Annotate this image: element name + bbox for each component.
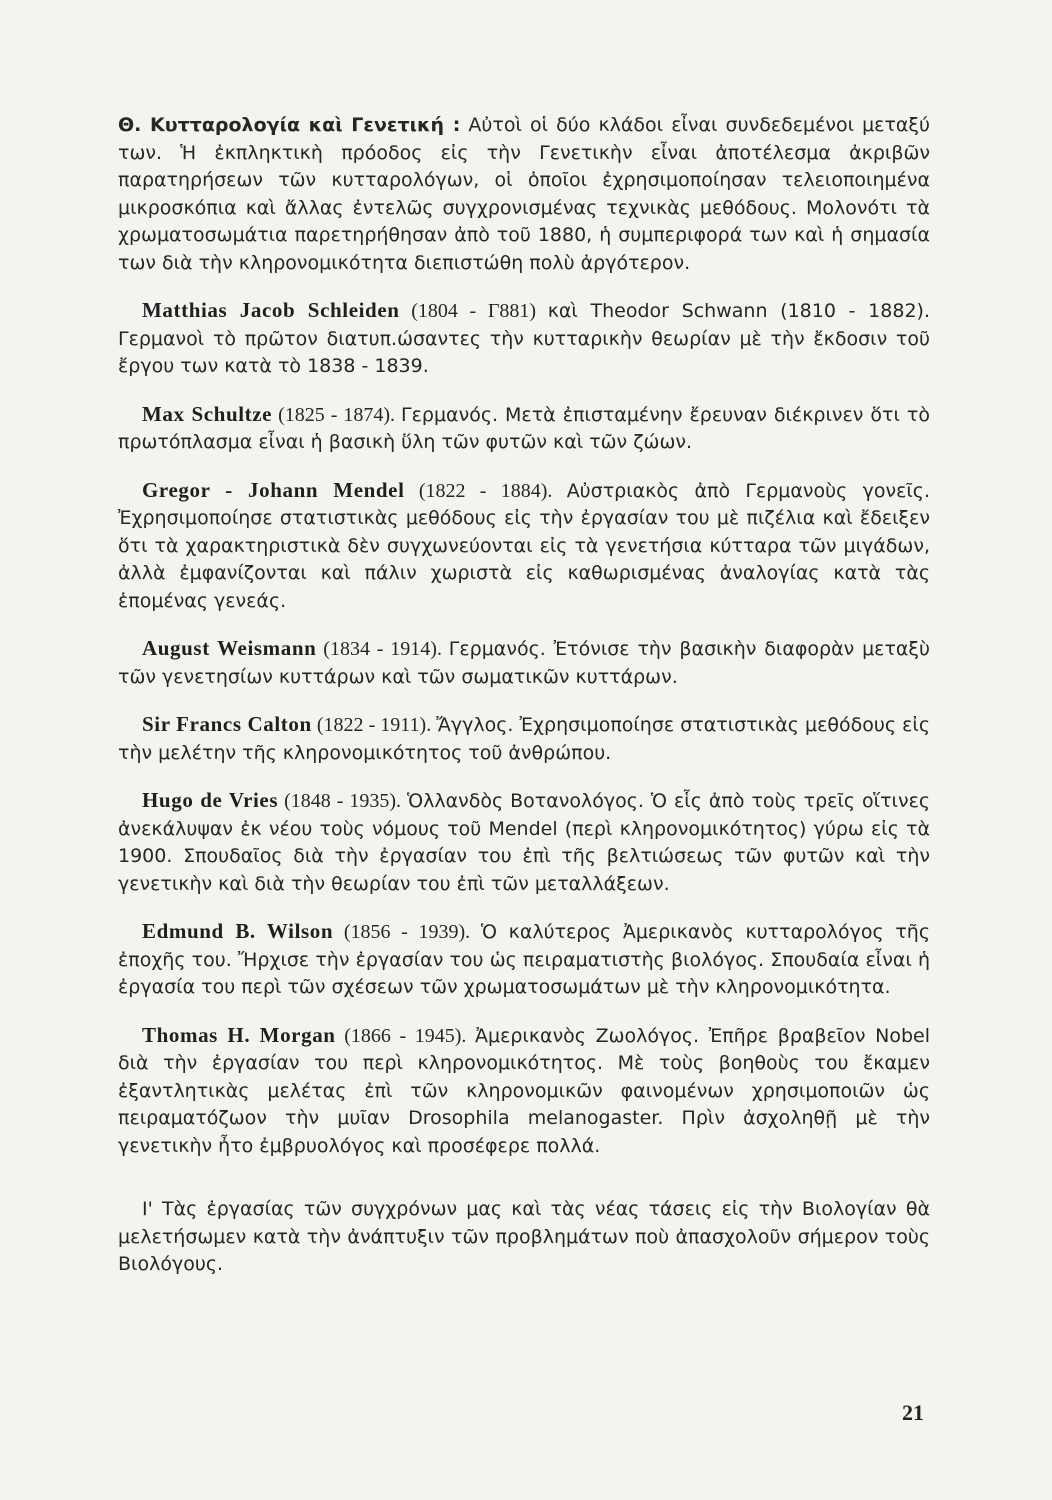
entry-schultze bbox=[118, 401, 930, 457]
entry-text: Ὁ καλύτερος Ἀμερικανὸς κυτταρολόγος τῆς ἐποχῆς του. Ἤρχισε τὴν ἐργασίαν του ὡς πειραματιστὴς βιολόγος. Σπουδαία εἶναι ἡ ἐργασία του περὶ τῶν σχέσεων τῶν χρωματοσωμάτων μὲ τὴν κληρονομικότητα. bbox=[118, 921, 930, 998]
entry-name: Max Schultze bbox=[142, 401, 273, 426]
entry-text: Ὁλλανδὸς Βοτανολόγος. Ὁ εἷς ἀπὸ τοὺς τρεῖς οἵτινες ἀνεκάλυψαν ἐκ νέου τοὺς νόμους τοῦ Mendel (περὶ κληρονομικότητος) γύρω εἰς τὰ 1900. Σπουδαῖος διὰ τὴν ἐργασίαν του ἐπὶ τῆς βελτιώσεως τῶν φυτῶν καὶ τὴν γενετικὴν καὶ διὰ τὴν θεωρίαν του ἐπὶ τῶν μεταλλάξεων. bbox=[118, 790, 930, 895]
entry-dates: (1834 - 1914). bbox=[316, 638, 449, 660]
entry-text: Ἄγγλος. Ἐχρησιμοποίησε στατιστικὰς μεθόδους εἰς τὴν μελέτην τῆς κληρονομικότητος τοῦ ἀνθρώπου. bbox=[118, 714, 930, 764]
entry-schleiden bbox=[118, 297, 930, 381]
entry-de-vries bbox=[118, 787, 930, 898]
entry-dates: (1804 - Γ881) bbox=[399, 300, 548, 322]
entry-mendel bbox=[118, 477, 930, 616]
entry-text: Γερμανός. Ἐτόνισε τὴν βασικὴν διαφορὰν μεταξὺ τῶν γενετησίων κυττάρων καὶ τῶν σωματικῶν κυττάρων. bbox=[118, 638, 931, 688]
entry-morgan bbox=[118, 1022, 930, 1161]
entry-wilson bbox=[118, 918, 930, 1002]
page-number: 21 bbox=[902, 1400, 924, 1425]
entry-dates: (1866 - 1945). bbox=[335, 1024, 475, 1047]
entry-dates: (1856 - 1939). bbox=[333, 921, 481, 943]
entry-name: Edmund B. Wilson bbox=[142, 919, 334, 943]
entry-text: Γερμανός. Μετὰ ἐπισταμένην ἔρευναν διέκρινεν ὅτι τὸ πρωτόπλασμα εἶναι ἡ βασικὴ ὕλη τῶν φυτῶν καὶ τῶν ζώων. bbox=[118, 403, 930, 453]
entry-text: Ἀμερικανὸς Ζωολόγος. Ἐπῆρε βραβεῖον Nobel διὰ τὴν ἐργασίαν του περὶ κληρονομικότητος. Μὲ τοὺς βοηθοὺς του ἔκαμεν ἐξαντλητικὰς μελέτας ἐπὶ τῶν κληρονομικῶν φαινομένων χρησιμοποιῶν ὡς πειραματόζωον τὴν μυῖαν Drosophila melanogaster. Πρὶν ἀσχοληθῇ μὲ τὴν γενετικὴν ἦτο ἐμβρυολόγος καὶ προσέφερε πολλά. bbox=[118, 1024, 930, 1157]
footnote: Ι' Τὰς ἐργασίας τῶν συγχρόνων μας καὶ τὰς νέας τάσεις εἰς τὴν Βιολογίαν θὰ μελετήσωμεν κατὰ τὴν ἀνάπτυξιν τῶν προβλημάτων ποὺ ἀπασχολοῦν σήμερον τοὺς Βιολόγους. bbox=[118, 1198, 930, 1275]
entry-text: Αὐστριακὸς ἀπὸ Γερμανοὺς γονεῖς. Ἐχρησιμοποίησε στατιστικὰς μεθόδους εἰς τὴν ἐργασίαν του μὲ πιζέλια καὶ ἔδειξεν ὅτι τὰ χαρακτηριστικὰ δὲν συγχωνεύονται εἰς τὰ γενετήσια κύτταρα τῶν μιγάδων, ἀλλὰ ἐμφανίζονται καὶ πάλιν χωριστὰ εἰς καθωρισμένας ἀναλογίας κατὰ τὰς ἑπομένας γενεάς. bbox=[118, 479, 931, 612]
entry-name: Gregor - Johann Mendel bbox=[142, 477, 405, 502]
entry-text: καὶ Theodor Schwann (1810 - 1882). Γερμανοὶ τὸ πρῶτον διατυπ.ώσαντες τὴν κυτταρικὴν θεωρίαν μὲ τὴν ἔκδοσιν τοῦ ἔργου των κατὰ τὸ 1838 - 1839. bbox=[118, 300, 930, 377]
entry-calton bbox=[118, 711, 930, 767]
entry-dates: (1822 - 1884). bbox=[404, 479, 567, 502]
section-text: Αὐτοὶ οἱ δύο κλάδοι εἶναι συνδεδεμένοι μεταξύ των. Ἡ ἐκπληκτικὴ πρόοδος εἰς τὴν Γενετικὴν εἶναι ἀποτέλεσμα ἀκριβῶν παρατηρήσεων τῶν κυτταρολόγων, οἱ ὁποῖοι ἐχρησιμοποίησαν τελειοποιημένα μικροσκόπια καὶ ἄλλας ἐντελῶς συγχρονισμένας τεχνικὰς μεθόδους. Μολονότι τὰ χρωματοσωμάτια παρετηρήθησαν ἀπὸ τοῦ 1880, ἡ συμπεριφορά των καὶ ἡ σημασία των διὰ τὴν κληρονομικότητα διεπιστώθη πολὺ ἀργότερον. bbox=[118, 114, 931, 274]
entry-name: Sir Francs Calton bbox=[142, 712, 312, 736]
entry-name: Matthias Jacob Schleiden bbox=[142, 298, 400, 322]
section-heading: Θ. Κυτταρολογία καὶ Γενετική : bbox=[118, 114, 461, 136]
entry-name: Hugo de Vries bbox=[142, 788, 279, 812]
page-body bbox=[118, 112, 930, 1299]
section-paragraph bbox=[118, 112, 930, 277]
entry-name: August Weismann bbox=[142, 636, 317, 660]
entry-dates: (1825 - 1874). bbox=[272, 403, 402, 426]
entry-dates: (1848 - 1935). bbox=[278, 790, 407, 812]
entry-weismann bbox=[118, 635, 930, 691]
entry-dates: (1822 - 1911). bbox=[311, 714, 437, 736]
entry-name: Thomas H. Morgan bbox=[142, 1022, 336, 1047]
